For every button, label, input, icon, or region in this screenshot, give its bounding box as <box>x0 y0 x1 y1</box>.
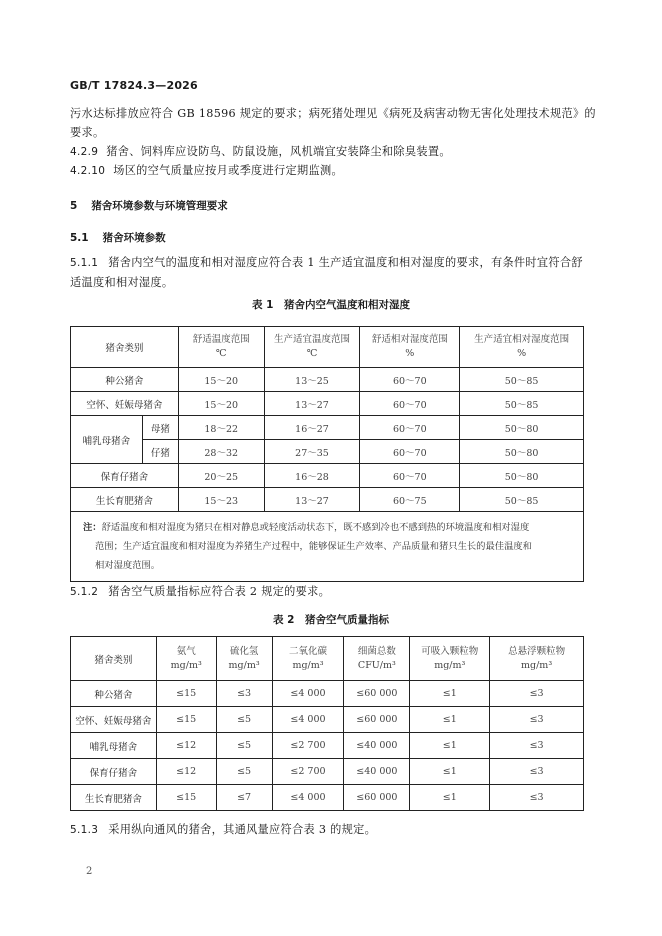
table-1 <box>70 326 584 582</box>
header-category: 猪舍类别 <box>71 327 179 368</box>
cell-value: 20～25 <box>178 464 264 488</box>
cell-value: ≤1 <box>410 759 490 785</box>
cell-value: 18～22 <box>178 416 264 440</box>
table-2 <box>70 636 584 811</box>
cell-value: ≤60 000 <box>344 785 410 811</box>
clause-number: 5.1.1 <box>70 257 99 269</box>
page-number: 2 <box>86 866 93 877</box>
table-note-row <box>71 512 584 582</box>
header-prod-rh: 生产适宜相对湿度范围 % <box>460 327 584 368</box>
note-label: 注： <box>83 522 102 533</box>
section-number: 5.1 <box>70 232 89 244</box>
header-ammonia: 氨气 mg/m³ <box>156 637 216 681</box>
cell-value: ≤3 <box>490 759 584 785</box>
note-text: 范围；生产适宜温度和相对湿度为养猪生产过程中，能够保证生产效率、产品质量和猪只生长的最佳温度和 <box>95 541 532 552</box>
section-5-heading <box>70 198 228 213</box>
cell-value: 50～80 <box>460 464 584 488</box>
row-category: 保育仔猪舍 <box>71 759 157 785</box>
clause-5-1-2 <box>70 582 330 602</box>
table-row <box>71 440 584 464</box>
cell-value: 60～70 <box>360 416 460 440</box>
section-number: 5 <box>70 200 78 212</box>
table-1-caption: 表 1 猪舍内空气温度和相对湿度 <box>252 299 410 311</box>
clause-5-1-3 <box>70 820 376 840</box>
table-row <box>71 464 584 488</box>
section-5-1-heading <box>70 230 166 245</box>
clause-4-2-9 <box>70 142 451 162</box>
cell-value: ≤5 <box>216 733 272 759</box>
table-row <box>71 707 584 733</box>
clause-text-cont: 适温度和相对湿度。 <box>70 276 174 289</box>
clause-text: 猪舍内空气的温度和相对湿度应符合表 1 生产适宜温度和相对湿度的要求，有条件时宜符合舒 <box>108 256 583 269</box>
table-header-row <box>71 327 584 368</box>
paragraph-line: 要求。 <box>70 126 105 139</box>
cell-value: ≤40 000 <box>344 759 410 785</box>
cell-value: ≤4 000 <box>272 681 344 707</box>
cell-value: 13～27 <box>264 488 360 512</box>
cell-value: ≤15 <box>156 785 216 811</box>
cell-value: ≤1 <box>410 733 490 759</box>
cell-value: ≤1 <box>410 707 490 733</box>
cell-value: ≤40 000 <box>344 733 410 759</box>
clause-text: 采用纵向通风的猪舍，其通风量应符合表 3 的规定。 <box>108 823 377 836</box>
cell-value: 60～70 <box>360 440 460 464</box>
cell-value: 28～32 <box>178 440 264 464</box>
cell-value: 13～25 <box>264 368 360 392</box>
table-row <box>71 416 584 440</box>
cell-value: ≤12 <box>156 759 216 785</box>
header-inhalable-particles: 可吸入颗粒物 mg/m³ <box>410 637 490 681</box>
clause-number: 4.2.9 <box>70 146 99 158</box>
cell-value: 13～27 <box>264 392 360 416</box>
standard-code-header: GB/T 17824.3—2026 <box>70 79 198 92</box>
row-category: 哺乳母猪舍 <box>71 733 157 759</box>
cell-value: ≤3 <box>216 681 272 707</box>
table-row <box>71 785 584 811</box>
cell-value: 15～20 <box>178 392 264 416</box>
table-row <box>71 733 584 759</box>
cell-value: ≤2 700 <box>272 759 344 785</box>
cell-value: 60～70 <box>360 368 460 392</box>
table-note <box>71 512 584 582</box>
section-title: 猪舍环境参数 <box>102 232 166 244</box>
clause-4-2-10 <box>70 161 343 181</box>
row-subcategory: 仔猪 <box>142 440 178 464</box>
row-category: 生长育肥猪舍 <box>71 488 179 512</box>
row-category: 生长育肥猪舍 <box>71 785 157 811</box>
header-comfort-temp: 舒适温度范围 ℃ <box>178 327 264 368</box>
cell-value: ≤2 700 <box>272 733 344 759</box>
section-title: 猪舍环境参数与环境管理要求 <box>91 200 228 212</box>
header-bacteria: 细菌总数 CFU/m³ <box>344 637 410 681</box>
clause-number: 4.2.10 <box>70 165 106 177</box>
note-text: 舒适温度和相对湿度为猪只在相对静息或轻度活动状态下，既不感到冷也不感到热的环境温度和相对湿度 <box>101 522 530 533</box>
cell-value: 60～70 <box>360 392 460 416</box>
row-category: 种公猪舍 <box>71 681 157 707</box>
table-row <box>71 488 584 512</box>
cell-value: ≤4 000 <box>272 707 344 733</box>
row-category: 保育仔猪舍 <box>71 464 179 488</box>
cell-value: 50～80 <box>460 416 584 440</box>
header-carbon-dioxide: 二氧化碳 mg/m³ <box>272 637 344 681</box>
clause-text: 猪舍空气质量指标应符合表 2 规定的要求。 <box>108 585 331 598</box>
cell-value: ≤60 000 <box>344 707 410 733</box>
clause-number: 5.1.2 <box>70 586 99 598</box>
cell-value: ≤5 <box>216 707 272 733</box>
cell-value: ≤15 <box>156 707 216 733</box>
cell-value: ≤3 <box>490 785 584 811</box>
row-category: 空怀、妊娠母猪舍 <box>71 707 157 733</box>
row-category: 种公猪舍 <box>71 368 179 392</box>
header-comfort-rh: 舒适相对湿度范围 % <box>360 327 460 368</box>
clause-number: 5.1.3 <box>70 824 99 836</box>
table-row <box>71 368 584 392</box>
clause-5-1-1 <box>70 253 583 292</box>
cell-value: 50～85 <box>460 392 584 416</box>
clause-text: 场区的空气质量应按月或季度进行定期监测。 <box>113 164 343 177</box>
header-prod-temp: 生产适宜温度范围 ℃ <box>264 327 360 368</box>
table-row <box>71 392 584 416</box>
header-hydrogen-sulfide: 硫化氢 mg/m³ <box>216 637 272 681</box>
cell-value: 15～23 <box>178 488 264 512</box>
cell-value: 60～70 <box>360 464 460 488</box>
cell-value: ≤3 <box>490 707 584 733</box>
table-header-row <box>71 637 584 681</box>
row-category: 空怀、妊娠母猪舍 <box>71 392 179 416</box>
table-row <box>71 681 584 707</box>
table-row <box>71 759 584 785</box>
cell-value: ≤1 <box>410 785 490 811</box>
paragraph-wastewater <box>70 104 596 142</box>
cell-value: ≤12 <box>156 733 216 759</box>
row-group-category: 哺乳母猪舍 <box>71 416 143 464</box>
cell-value: ≤1 <box>410 681 490 707</box>
cell-value: 60～75 <box>360 488 460 512</box>
clause-text: 猪舍、饲料库应设防鸟、防鼠设施，风机端宜安装降尘和除臭装置。 <box>106 145 451 158</box>
cell-value: ≤3 <box>490 733 584 759</box>
paragraph-line: 污水达标排放应符合 GB 18596 规定的要求；病死猪处理见《病死及病害动物无害化处理技术规范》的 <box>70 107 596 120</box>
cell-value: 16～28 <box>264 464 360 488</box>
cell-value: 15～20 <box>178 368 264 392</box>
cell-value: 27～35 <box>264 440 360 464</box>
row-subcategory: 母猪 <box>142 416 178 440</box>
header-suspended-particles: 总悬浮颗粒物 mg/m³ <box>490 637 584 681</box>
header-category: 猪舍类别 <box>71 637 157 681</box>
cell-value: ≤15 <box>156 681 216 707</box>
cell-value: 50～80 <box>460 440 584 464</box>
cell-value: 50～85 <box>460 368 584 392</box>
table-2-caption: 表 2 猪舍空气质量指标 <box>273 614 389 626</box>
note-text: 相对湿度范围。 <box>95 560 161 571</box>
cell-value: ≤3 <box>490 681 584 707</box>
cell-value: ≤5 <box>216 759 272 785</box>
cell-value: 50～85 <box>460 488 584 512</box>
cell-value: ≤7 <box>216 785 272 811</box>
cell-value: ≤4 000 <box>272 785 344 811</box>
cell-value: ≤60 000 <box>344 681 410 707</box>
cell-value: 16～27 <box>264 416 360 440</box>
